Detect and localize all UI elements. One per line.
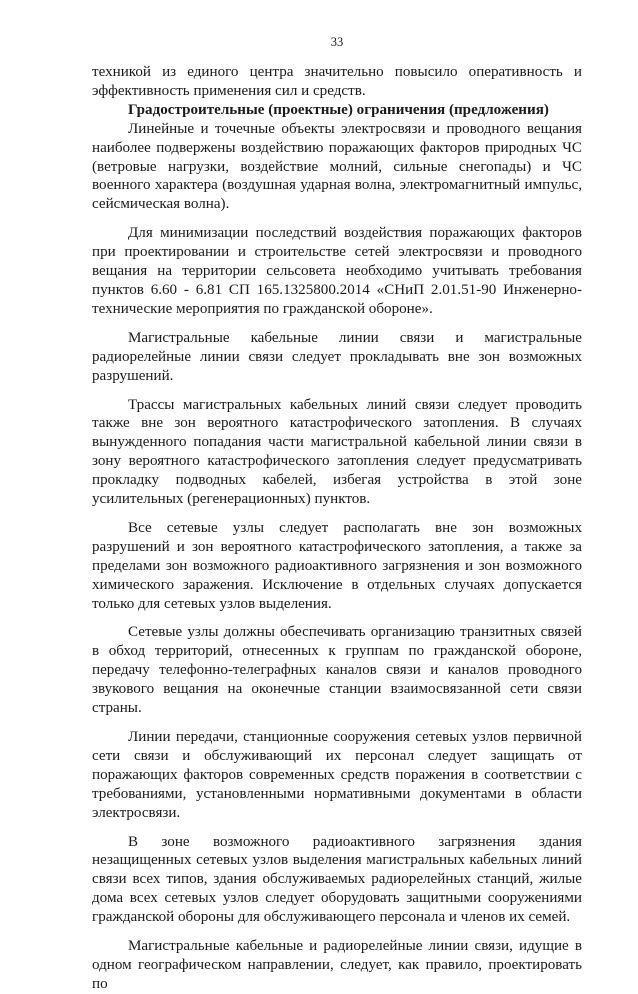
paragraph-9: Магистральные кабельные и радиорелейные линии связи, идущие в одном географическом направлении, следует, как правило, проектировать по	[92, 938, 582, 992]
paragraph-2: Для минимизации последствий воздействия поражающих факторов при проектировании и строительстве сетей электросвязи и проводного вещания на территории сельсовета необходимо учитывать требования пунктов 6.60 - 6.81 СП 165.1325800.2014 «СНиП 2.01.51-90 Инженерно-технические мероприятия по гражданской обороне».	[92, 225, 582, 317]
paragraph-6: Сетевые узлы должны обеспечивать организацию транзитных связей в обход территорий, отнесенных к группам по гражданской обороне, передачу телефонно-телеграфных каналов связи и каналов проводного звукового вещания на оконечные станции взаимосвязанной сети связи страны.	[92, 624, 582, 717]
document-body	[92, 63, 582, 994]
page-number: 33	[330, 35, 344, 49]
intro-paragraph: техникой из единого центра значительно повысило оперативность и эффективность применения сил и средств.	[92, 64, 582, 99]
section-heading: Градостроительные (проектные) ограничения (предложения)	[128, 101, 549, 118]
paragraph-8: В зоне возможного радиоактивного загрязнения здания незащищенных сетевых узлов выделения магистральных кабельных линий связи всех типов, здания обслуживаемых радиорелейных станций, жилые дома всех сетевых узлов следует оборудовать защитными сооружениями гражданской обороны для обслуживающего персонала и членов их семей.	[92, 833, 582, 926]
paragraph-4: Трассы магистральных кабельных линий связи следует проводить также вне зон вероятного катастрофического затопления. В случаях вынужденного попадания части магистральной кабельной линии связи в зону вероятного катастрофического затопления следует предусматривать прокладку подводных кабелей, избегая устройства в этой зоне усилительных (регенерационных) пунктов.	[92, 396, 582, 508]
paragraph-1: Линейные и точечные объекты электросвязи и проводного вещания наиболее подвержены воздействию поражающих факторов природных ЧС (ветровые нагрузки, воздействие молний, сильные снегопады) и ЧС военного характера (воздушная ударная волна, электромагнитный импульс, сейсмическая волна).	[92, 120, 582, 213]
paragraph-3: Магистральные кабельные линии связи и магистральные радиорелейные линии связи следует прокладывать вне зон возможных разрушений.	[92, 329, 582, 384]
paragraph-7: Линии передачи, станционные сооружения сетевых узлов первичной сети связи и обслуживающий их персонал следует защищать от поражающих факторов современных средств поражения в соответствии с требованиями, установленными нормативными документами в области электросвязи.	[92, 729, 582, 821]
paragraph-5: Все сетевые узлы следует располагать вне зон возможных разрушений и зон вероятного катастрофического затопления, а также за пределами зон возможного радиоактивного загрязнения и зон возможного химического заражения. Исключение в отдельных случаях допускается только для сетевых узлов выделения.	[92, 519, 582, 612]
